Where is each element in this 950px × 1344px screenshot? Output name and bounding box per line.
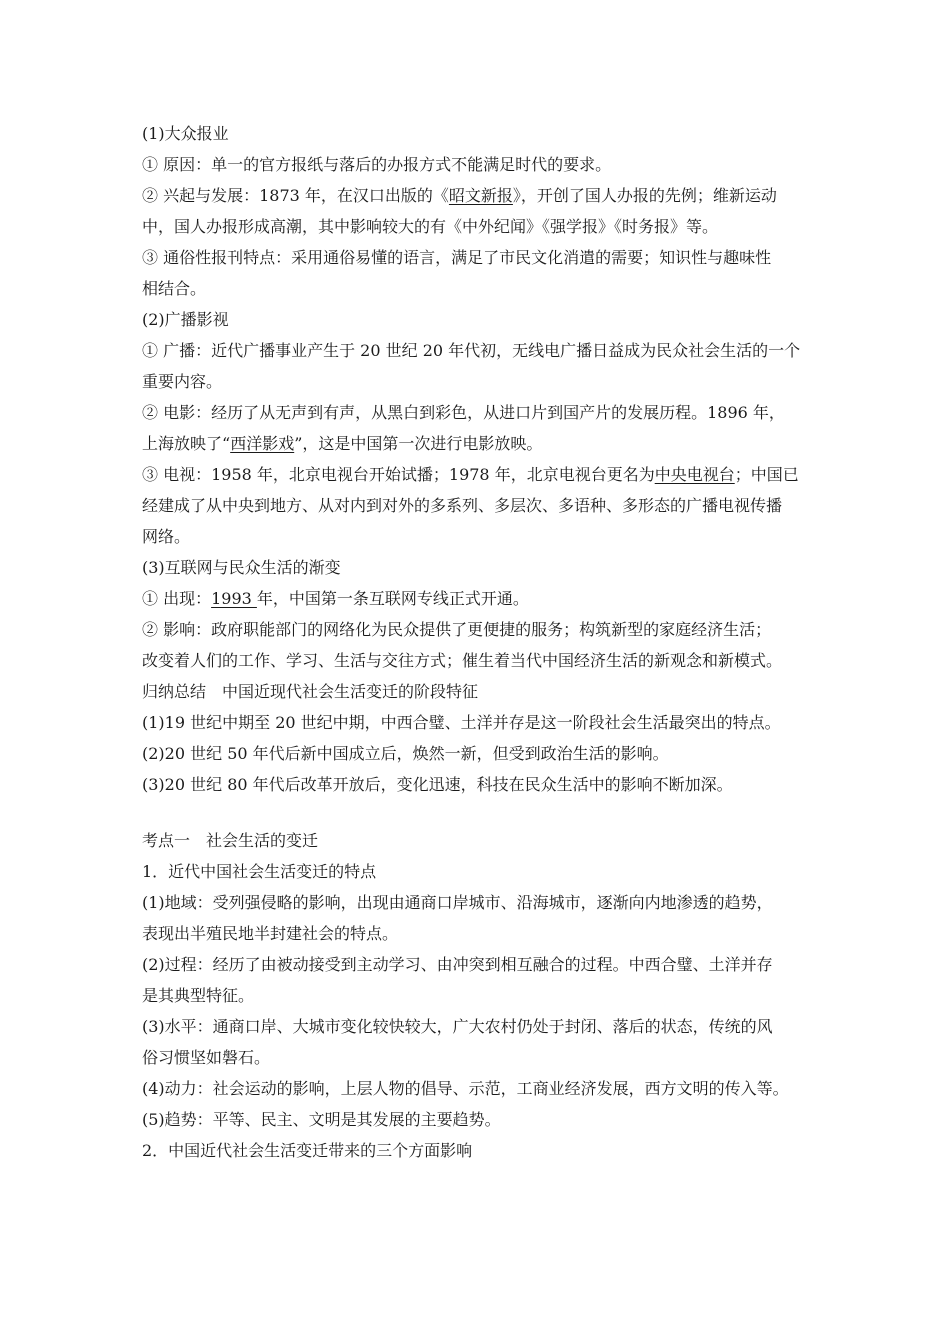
text-line: 网络。 (142, 527, 191, 546)
summary-item: (1)19 世纪中期至 20 世纪中期，中西合璧、土洋并存是这一阶段社会生活最突出的特点。 (142, 713, 781, 732)
text-line: (4)动力：社会运动的影响，上层人物的倡导、示范，工商业经济发展，西方文明的传入等。 (142, 1079, 789, 1098)
text-line: 表现出半殖民地半封建社会的特点。 (142, 924, 399, 943)
underlined-term: 中央电视台 (654, 465, 735, 484)
text-line: (2)过程：经历了由被动接受到主动学习、由冲突到相互融合的过程。中西合璧、土洋并存 (142, 955, 773, 974)
text-line: (5)趋势：平等、民主、文明是其发展的主要趋势。 (142, 1110, 501, 1129)
text-line: ② 电影：经历了从无声到有声，从黑白到彩色，从进口片到国产片的发展历程。1896 年， (142, 403, 785, 422)
text-line: 经建成了从中央到地方、从对内到对外的多系列、多层次、多语种、多形态的广播电视传播 (142, 496, 783, 515)
text-line: ② 影响：政府职能部门的网络化为民众提供了更便捷的服务；构筑新型的家庭经济生活； (142, 620, 772, 639)
text-line: ① 原因：单一的官方报纸与落后的办报方式不能满足时代的要求。 (142, 155, 612, 174)
text-line: 改变着人们的工作、学习、生活与交往方式；催生着当代中国经济生活的新观念和新模式。 (142, 651, 783, 670)
text-line: 重要内容。 (142, 372, 223, 391)
section-heading-broadcast: (2)广播影视 (142, 310, 229, 329)
section-heading-internet: (3)互联网与民众生活的渐变 (142, 558, 341, 577)
summary-heading: 归纳总结 中国近现代社会生活变迁的阶段特征 (142, 682, 479, 701)
text-line: ③ 通俗性报刊特点：采用通俗易懂的语言，满足了市民文化消遣的需要；知识性与趣味性 (142, 248, 772, 267)
text-line: (3)水平：通商口岸、大城市变化较快较大，广大农村仍处于封闭、落后的状态，传统的风 (142, 1017, 773, 1036)
text-line: ③ 电视：1958 年，北京电视台开始试播；1978 年，北京电视台更名为中央电视台；中国已 (142, 465, 799, 484)
spacer (142, 800, 812, 825)
underlined-term: 昭文新报 (448, 186, 513, 205)
summary-item: (3)20 世纪 80 年代后改革开放后，变化迅速，科技在民众生活中的影响不断加深。 (142, 775, 733, 794)
text-line: 上海放映了“西洋影戏”，这是中国第一次进行电影放映。 (142, 434, 543, 453)
subheading: 1．近代中国社会生活变迁的特点 (142, 862, 377, 881)
text-line: 俗习惯坚如磐石。 (142, 1048, 271, 1067)
text-line: ① 出现：1993 年，中国第一条互联网专线正式开通。 (142, 589, 529, 608)
underlined-term: 1993 (211, 589, 257, 608)
text-line: 中，国人办报形成高潮，其中影响较大的有《中外纪闻》《强学报》《时务报》等。 (142, 217, 719, 236)
text-line: 相结合。 (142, 279, 207, 298)
document-page (142, 118, 812, 1166)
text-line: ② 兴起与发展：1873 年，在汉口出版的《昭文新报》，开创了国人办报的先例；维新运动 (142, 186, 777, 205)
summary-item: (2)20 世纪 50 年代后新中国成立后，焕然一新，但受到政治生活的影响。 (142, 744, 669, 763)
text-line: (1)地域：受列强侵略的影响，出现由通商口岸城市、沿海城市，逐渐向内地渗透的趋势， (142, 893, 773, 912)
subheading: 2．中国近代社会生活变迁带来的三个方面影响 (142, 1141, 473, 1160)
kaodian-heading: 考点一 社会生活的变迁 (142, 831, 319, 850)
text-line: ① 广播：近代广播事业产生于 20 世纪 20 年代初，无线电广播日益成为民众社会生活的一个 (142, 341, 801, 360)
section-heading-mass-press: (1)大众报业 (142, 124, 229, 143)
text-line: 是其典型特征。 (142, 986, 255, 1005)
underlined-term: 西洋影戏 (230, 434, 295, 453)
